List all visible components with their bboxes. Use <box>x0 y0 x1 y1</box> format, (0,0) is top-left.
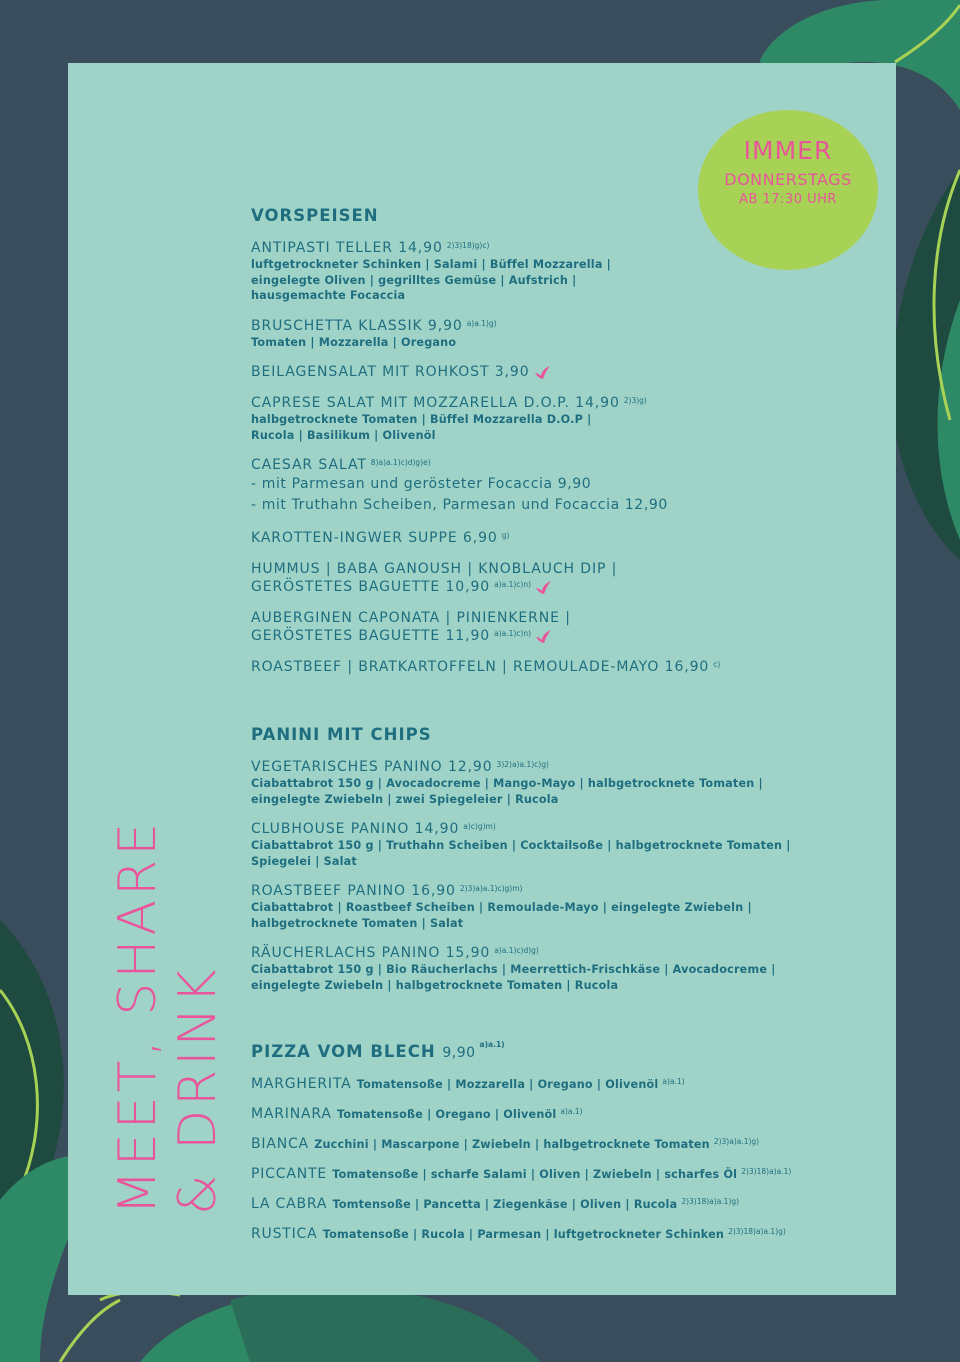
side-title-line-1: MEET, SHARE <box>108 818 168 1215</box>
menu-item <box>251 944 891 993</box>
allergen-codes: c) <box>713 660 721 669</box>
menu-item <box>251 363 891 381</box>
pizza-item <box>251 1105 891 1124</box>
badge-line-2: DONNERSTAGS <box>724 170 852 189</box>
pizza-item <box>251 1075 891 1094</box>
item-name: CAPRESE SALAT MIT MOZZARELLA D.O.P. 14,90 <box>251 395 620 411</box>
pizza-description: Tomatensoße | Rucola | Parmesan | luftgetrockneter Schinken <box>322 1228 725 1241</box>
pizza-name: BIANCA <box>251 1136 309 1152</box>
item-name-line-2: GERÖSTETES BAGUETTE 10,90 <box>251 579 491 595</box>
pizza-name: LA CABRA <box>251 1196 328 1212</box>
item-name-line-2: GERÖSTETES BAGUETTE 11,90 <box>251 628 491 644</box>
section-title-pizza <box>251 1042 891 1061</box>
item-description: Rucola | Basilikum | Olivenöl <box>251 428 436 442</box>
pizza-price: 9,90 <box>442 1045 476 1061</box>
item-option: - mit Parmesan und gerösteter Focaccia 9,90 <box>251 476 592 492</box>
item-name: BRUSCHETTA KLASSIK 9,90 <box>251 317 463 334</box>
menu-item <box>251 820 891 869</box>
allergen-codes: a)a.1)c)n) <box>494 629 532 638</box>
menu-item <box>251 394 891 443</box>
item-description: Ciabattabrot 150 g | Truthahn Scheiben | Cocktailsoße | halbgetrocknete Tomaten | <box>251 839 791 852</box>
pizza-description: Tomatensoße | Oregano | Olivenöl <box>336 1108 557 1121</box>
allergen-codes: 3)2)a)a.1)c)g) <box>496 760 549 769</box>
item-description: luftgetrockneter Schinken | Salami | Büffel Mozzarella | <box>251 258 611 271</box>
menu-item <box>251 609 891 645</box>
allergen-codes: 2)3)18)a)a.1)g) <box>728 1227 786 1236</box>
allergen-codes: 8)a)a.1)c)d)g)e) <box>370 458 431 467</box>
allergen-codes: 2)3)g) <box>623 396 647 405</box>
badge-line-1: IMMER <box>743 136 833 165</box>
item-description: Ciabattabrot 150 g | Avocadocreme | Mango-Mayo | halbgetrocknete Tomaten | <box>251 777 763 790</box>
item-name: HUMMUS | BABA GANOUSH | KNOBLAUCH DIP | <box>251 561 618 577</box>
item-name: ROASTBEEF | BRATKARTOFFELN | REMOULADE-MAYO 16,90 <box>251 659 710 675</box>
menu-item <box>251 882 891 931</box>
menu-item <box>251 317 891 351</box>
item-name: CAESAR SALAT <box>251 457 367 473</box>
pizza-name: MARINARA <box>251 1106 332 1122</box>
item-description: Spiegelei | Salat <box>251 854 357 868</box>
item-description: eingelegte Zwiebeln | halbgetrocknete Tomaten | Rucola <box>251 978 619 992</box>
item-name: RÄUCHERLACHS PANINO 15,90 <box>251 945 491 961</box>
menu-item <box>251 239 891 304</box>
item-name: VEGETARISCHES PANINO 12,90 <box>251 759 493 775</box>
pizza-item <box>251 1135 891 1154</box>
allergen-codes: 2)3)a)a.1)g) <box>713 1137 760 1146</box>
allergen-codes: a)a.1)g) <box>466 318 497 328</box>
vegan-leaf-icon <box>533 364 551 380</box>
allergen-codes: 2)3)a)a.1)c)g)m) <box>459 884 523 893</box>
item-option: - mit Truthahn Scheiben, Parmesan und Focaccia 12,90 <box>251 497 668 513</box>
item-name: CLUBHOUSE PANINO 14,90 <box>251 821 460 837</box>
pizza-item <box>251 1165 891 1184</box>
menu-content <box>251 206 891 1255</box>
allergen-codes: a)a.1)c)n) <box>494 580 532 589</box>
item-description: hausgemachte Focaccia <box>251 289 406 302</box>
item-description: Tomaten | Mozzarella | Oregano <box>251 335 457 349</box>
section-title-panini: PANINI MIT CHIPS <box>251 725 432 744</box>
allergen-codes: a)a.1) <box>560 1107 583 1116</box>
vegan-leaf-icon <box>534 579 552 595</box>
allergen-codes: a)a.1)c)d)g) <box>494 946 539 955</box>
item-name: AUBERGINEN CAPONATA | PINIENKERNE | <box>251 610 571 626</box>
allergen-codes: a)c)g)m) <box>463 822 496 831</box>
pizza-description: Tomatensoße | Mozzarella | Oregano | Olivenöl <box>356 1078 659 1091</box>
item-description: Ciabattabrot | Roastbeef Scheiben | Remoulade-Mayo | eingelegte Zwiebeln | <box>251 901 752 914</box>
badge-line-3: AB 17:30 UHR <box>739 192 837 207</box>
vegan-leaf-icon <box>534 628 552 644</box>
pizza-description: Tomtensoße | Pancetta | Ziegenkäse | Oliven | Rucola <box>332 1198 678 1211</box>
allergen-codes: 2)3)18)g)c) <box>446 241 490 250</box>
item-name: BEILAGENSALAT MIT ROHKOST 3,90 <box>251 364 530 380</box>
menu-item <box>251 560 891 596</box>
item-name: ROASTBEEF PANINO 16,90 <box>251 883 456 899</box>
side-title-line-2: & DRINK <box>168 965 228 1215</box>
item-name: ANTIPASTI TELLER 14,90 <box>251 240 443 256</box>
allergen-codes: 2)3)18)a)a.1) <box>741 1167 792 1176</box>
allergen-codes: g) <box>501 531 510 540</box>
item-description: halbgetrocknete Tomaten | Büffel Mozzarella D.O.P | <box>251 413 592 426</box>
menu-item <box>251 658 891 676</box>
item-description: eingelegte Zwiebeln | zwei Spiegeleier | Rucola <box>251 792 559 806</box>
pizza-description: Tomatensoße | scharfe Salami | Oliven | Zwiebeln | scharfes Öl <box>332 1168 738 1181</box>
menu-item <box>251 758 891 807</box>
pizza-item <box>251 1195 891 1214</box>
pizza-item <box>251 1225 891 1244</box>
item-description: halbgetrocknete Tomaten | Salat <box>251 916 464 930</box>
side-title <box>108 819 228 1215</box>
pizza-name: RUSTICA <box>251 1226 318 1242</box>
allergen-codes: a)a.1) <box>479 1040 505 1049</box>
item-description: Ciabattabrot 150 g | Bio Räucherlachs | Meerrettich-Frischkäse | Avocadocreme | <box>251 963 776 976</box>
pizza-description: Zucchini | Mascarpone | Zwiebeln | halbgetrocknete Tomaten <box>314 1138 710 1151</box>
item-name: KAROTTEN-INGWER SUPPE 6,90 <box>251 530 498 546</box>
menu-item <box>251 456 891 516</box>
allergen-codes: a)a.1) <box>662 1077 685 1086</box>
pizza-title: PIZZA VOM BLECH <box>251 1042 436 1061</box>
item-description: eingelegte Oliven | gegrilltes Gemüse | Aufstrich | <box>251 273 577 287</box>
section-title-vorspeisen: VORSPEISEN <box>251 206 379 225</box>
menu-item <box>251 529 891 547</box>
allergen-codes: 2)3)18)a)a.1)g) <box>681 1197 740 1206</box>
pizza-name: MARGHERITA <box>251 1076 352 1092</box>
pizza-name: PICCANTE <box>251 1166 327 1182</box>
